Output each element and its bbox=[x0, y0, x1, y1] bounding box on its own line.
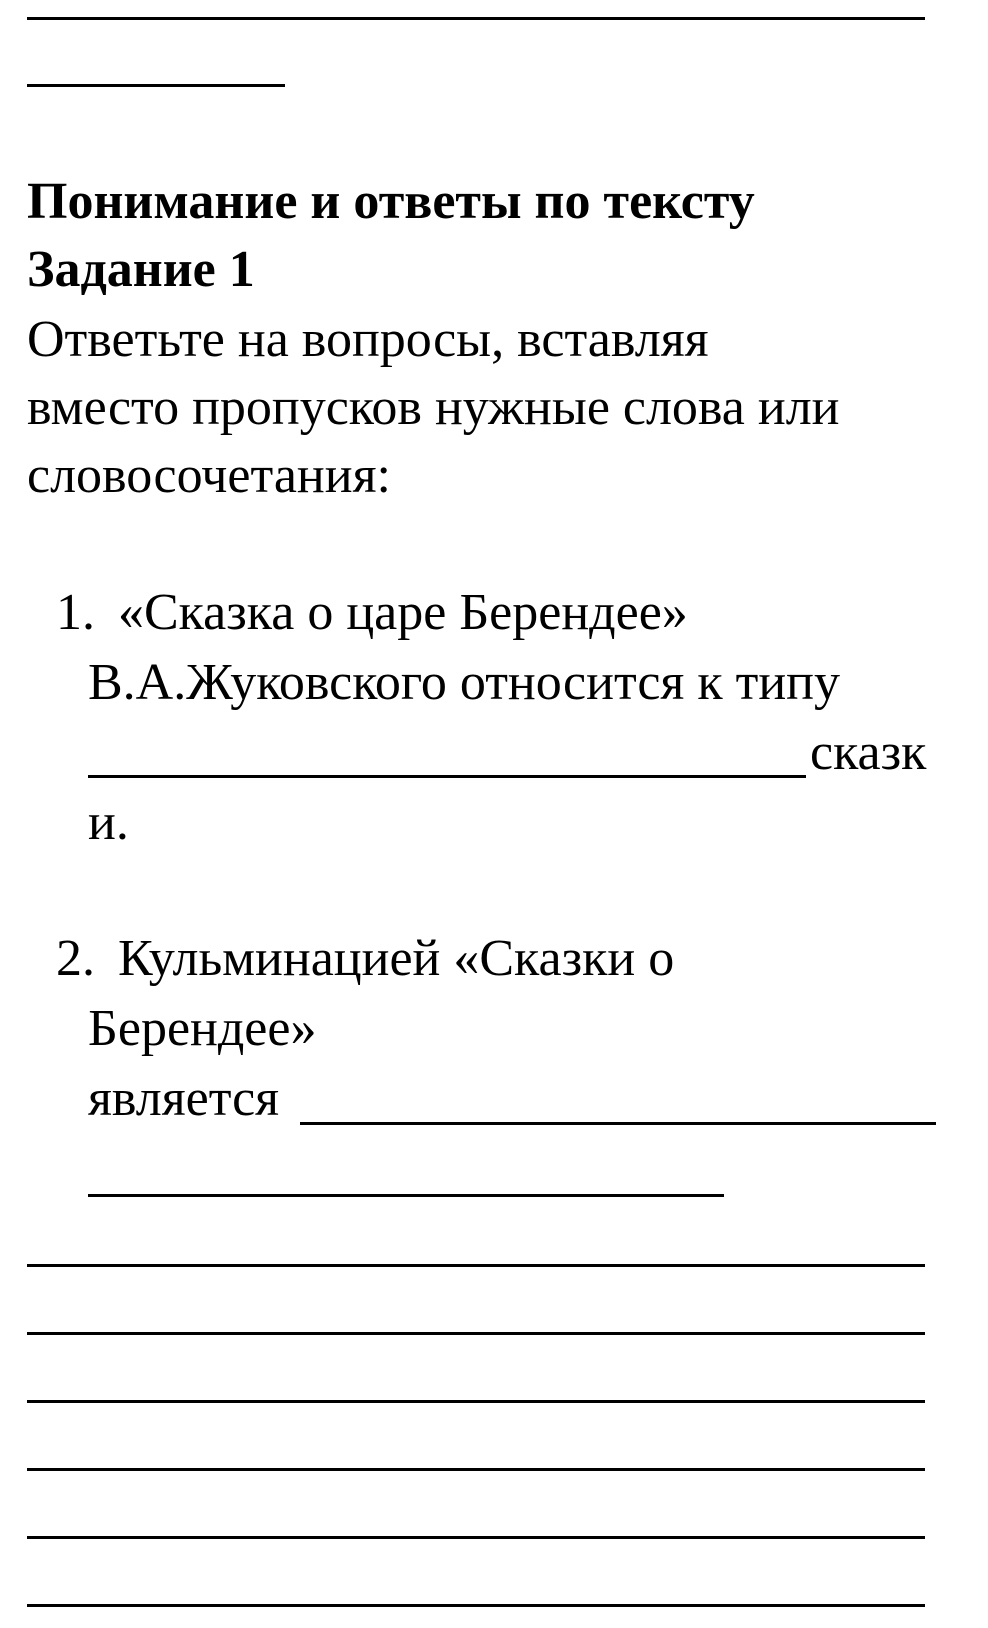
section-title: Понимание и ответы по тексту bbox=[27, 173, 755, 230]
question-1-last-line: и. bbox=[88, 794, 129, 851]
question-1-answer-blank[interactable] bbox=[88, 775, 806, 778]
instruction-line-2: вместо пропусков нужные слова или bbox=[27, 379, 840, 436]
instruction-line-3: словосочетания: bbox=[27, 447, 391, 504]
answer-line-top-full[interactable] bbox=[27, 17, 925, 20]
question-1-line-2: В.А.Жуковского относится к типу bbox=[88, 654, 840, 711]
answer-line-5[interactable] bbox=[27, 1536, 925, 1539]
instruction-line-1: Ответьте на вопросы, вставляя bbox=[27, 311, 709, 368]
question-1-blank-suffix: сказк bbox=[810, 724, 927, 781]
question-2-line-2: Берендее» bbox=[88, 1000, 317, 1057]
answer-line-top-short[interactable] bbox=[27, 84, 285, 87]
question-1-number: 1. bbox=[56, 584, 95, 641]
question-2-lead-word: является bbox=[88, 1070, 280, 1127]
question-2-number: 2. bbox=[56, 930, 95, 987]
answer-line-1[interactable] bbox=[27, 1264, 925, 1267]
answer-line-3[interactable] bbox=[27, 1400, 925, 1403]
question-2-answer-blank-1[interactable] bbox=[300, 1122, 936, 1125]
answer-line-6[interactable] bbox=[27, 1604, 925, 1607]
answer-line-4[interactable] bbox=[27, 1468, 925, 1471]
task-title: Задание 1 bbox=[27, 241, 255, 298]
question-1-line-1: «Сказка о царе Берендее» bbox=[118, 584, 688, 641]
question-2-line-1: Кульминацией «Сказки о bbox=[118, 930, 675, 987]
answer-line-2[interactable] bbox=[27, 1332, 925, 1335]
question-2-answer-blank-2[interactable] bbox=[88, 1194, 724, 1197]
